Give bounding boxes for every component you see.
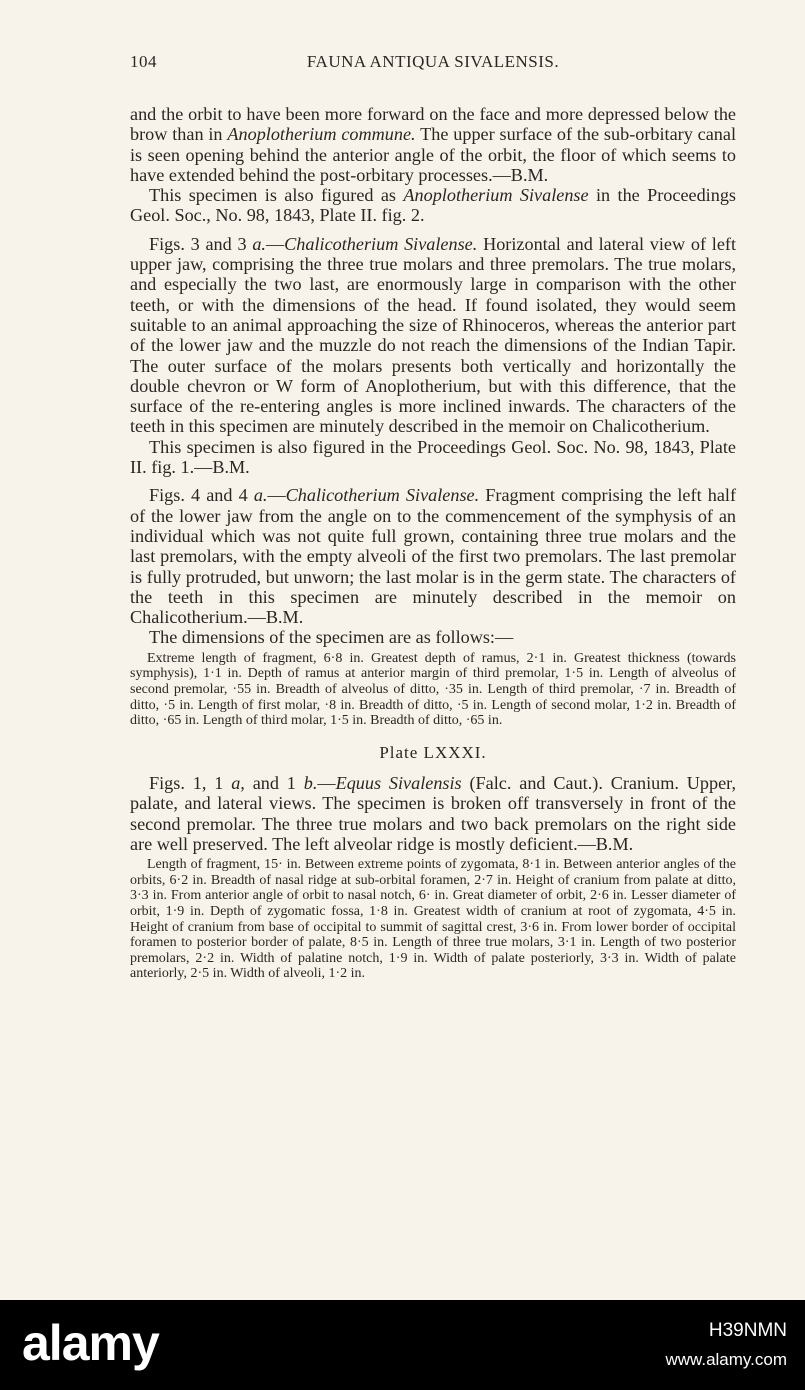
paragraph-equus: Figs. 1, 1 a, and 1 b.—Equus Sivalensis (Falc. and Caut.). Cranium. Upper, palate, and lateral views. The specimen is broken off transversely in front of the second premolar. The three true molars and two back premolars on the right side are well preserved. The left alveolar ridge is mostly deficient.—B.M.	[130, 772, 737, 854]
paragraph-figured-proceedings: This specimen is also figured in the Proceedings Geol. Soc. No. 98, 1843, Plate II. fig. 1.—B.M.	[130, 436, 736, 478]
body-text	[130, 104, 736, 982]
plate-heading: Plate LXXXI.	[379, 742, 487, 762]
taxon-name: Anoplotherium Sivalense	[403, 185, 589, 206]
measurements-block: Length of fragment, 15· in. Between extreme points of zygomata, 8·1 in. Between anterior angles of the orbits, 6·2 in. Breadth of nasal ridge at sub-orbital foramen, 2·7 in. Height of cranium from palate at ditto, 3·3 in. From anterior angle of orbit to nasal notch, 6· in. Great diameter of orbit, 2·6 in. Lesser diameter of orbit, 1·9 in. Depth of zygomatic fossa, 1·8 in. Greatest width of cranium at root of zygomata, 4·5 in. Height of cranium from base of occipital to summit of sagittal crest, 3·6 in. From lower border of occipital foramen to posterior border of palate, 8·5 in. Length of three true molars, 3·1 in. Length of two posterior premolars, 2·2 in. Width of palatine notch, 1·9 in. Width of palate posteriorly, 3·3 in. Width of palate anteriorly, 2·5 in. Width of alveoli, 1·2 in.	[130, 857, 736, 982]
site-url: www.alamy.com	[665, 1350, 787, 1369]
taxon-name: Chalicotherium Sivalense.	[285, 485, 480, 506]
taxon-name: Anoplotherium commune.	[227, 124, 416, 145]
taxon-name: Chalicotherium Sivalense.	[284, 233, 478, 254]
page-number: 104	[130, 52, 157, 71]
running-title: FAUNA ANTIQUA SIVALENSIS.	[306, 52, 560, 71]
paragraph-figs-4: Figs. 4 and 4 a.—Chalicotherium Sivalense. Fragment comprising the left half of the lower jaw from the angle on to the commencement of the symphysis of an individual which was not quite full grown, containing three true molars and the last premolars, with the empty alveoli of the first two premolars. The last premolar is fully protruded, but unworn; the last molar is in the germ state. The characters of the teeth in this specimen are minutely described in the memoir on Chalicotherium.—B.M.	[130, 485, 737, 628]
measurements-block: Extreme length of fragment, 6·8 in. Greatest depth of ramus, 2·1 in. Greatest thickness (towards symphysis), 1·1 in. Depth of ramus at anterior margin of third premolar, 1·5 in. Length of alveolus of second premolar, ·55 in. Breadth of alveolus of ditto, ·35 in. Length of third premolar, ·7 in. Breadth of ditto, ·5 in. Length of first molar, ·8 in. Breadth of ditto, ·5 in. Length of second molar, 1·2 in. Breadth of ditto, ·65 in. Length of third molar, 1·5 in. Breadth of ditto, ·65 in.	[130, 650, 736, 729]
paragraph-figured-anoplotherium: This specimen is also figured as Anoplotherium Sivalense in the Proceedings Geol. Soc., No. 98, 1843, Plate II. fig. 2.	[130, 185, 737, 226]
image-id: H39NMN	[708, 1320, 787, 1341]
taxon-name: Equus Sivalensis	[335, 772, 462, 793]
running-header	[130, 52, 736, 80]
paragraph-orbit: and the orbit to have been more forward on the face and more depressed below the brow than in Anoplotherium commune. The upper surface of the sub-orbitary canal is seen opening behind the anterior angle of the orbit, the floor of which seems to have extended behind the post-orbitary processes.—B.M.	[130, 104, 737, 185]
paragraph-dimensions-intro: The dimensions of the specimen are as follows:—	[149, 627, 514, 648]
watermark-footer	[0, 1300, 805, 1390]
alamy-logo: alamy	[22, 1315, 159, 1371]
paragraph-figs-3: Figs. 3 and 3 a.—Chalicotherium Sivalense. Horizontal and lateral view of left upper jaw, comprising the three true molars and three premolars. The true molars, and especially the two last, are enormously large in comparison with the other teeth, or with the dimensions of the head. If found isolated, they would seem suitable to an animal approaching the size of Rhinoceros, whereas the anterior part of the lower jaw and the muzzle do not reach the dimensions of the Indian Tapir. The outer surface of the molars presents both vertically and horizontally the double chevron or W form of Anoplotherium, but with this difference, that the surface of the re-entering angles is more inclined inwards. The characters of the teeth in this specimen are minutely described in the memoir on Chalicotherium.	[130, 233, 737, 437]
